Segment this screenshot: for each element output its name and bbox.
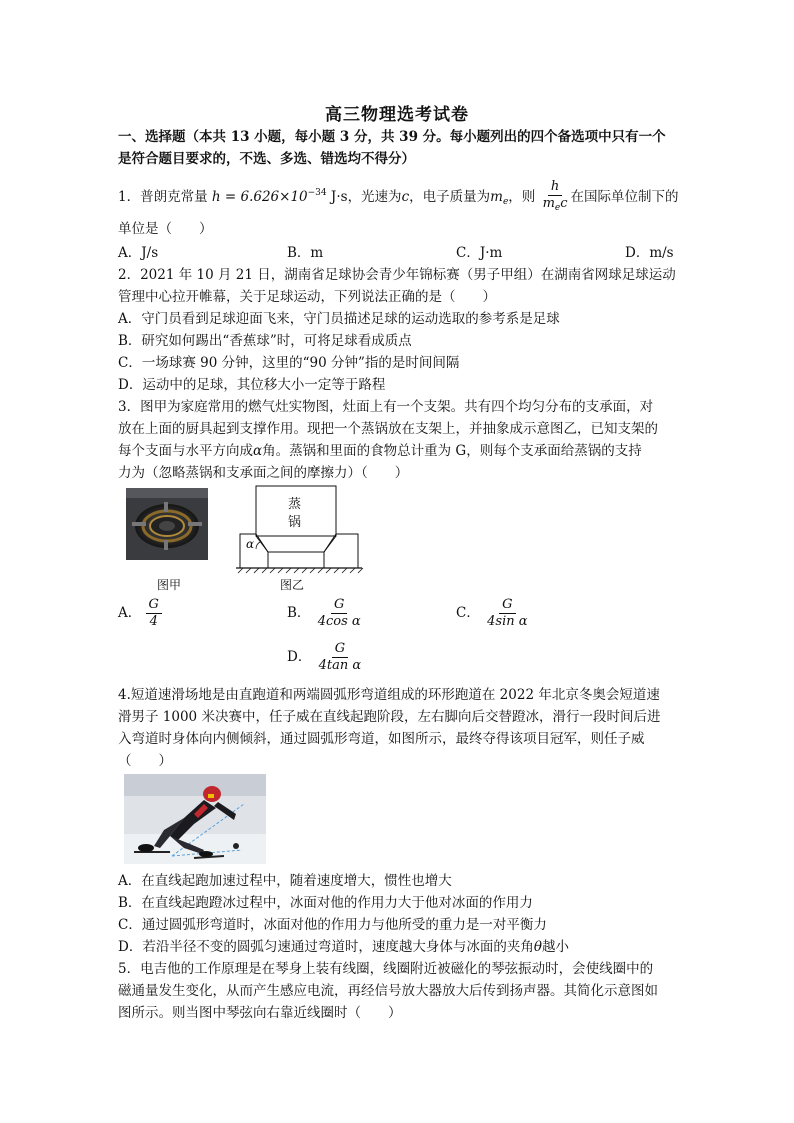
q3-option-c: C． $\frac{G}{\text{4sin α}}$ [456, 597, 528, 629]
angle-alpha-label: α [246, 537, 255, 551]
q2-stem-line1: 2．2021 年 10 月 21 日，湖南省足球协会青少年锦标赛（男子甲组）在湖南省网球足球运动 [118, 267, 676, 283]
q5-stem-line2: 磁通量发生变化，从而产生感应电流，再经信号放大器放大后传到扬声器。其简化示意图如 [118, 983, 658, 999]
q1-fraction: $\frac{h}{m_ec}$ [542, 179, 568, 213]
q4-stem-line3: 入弯道时身体向内侧倾斜，通过圆弧形弯道，如图所示，最终夺得该项目冠军，则任子威 [118, 731, 645, 747]
q4-option-c: C．通过圆弧形弯道时，冰面对他的作用力与他所受的重力是一对平衡力 [118, 917, 547, 933]
section-heading-line1: 一、选择题（本共 13 小题，每小题 3 分，共 39 分。每小题列出的四个备选项中只有一个 [118, 129, 666, 145]
q2-option-d: D．运动中的足球，其位移大小一定等于路程 [118, 377, 386, 393]
q1-option-b: B．m [287, 245, 324, 261]
q4-option-b: B．在直线起跑蹬冰过程中，冰面对他的作用力大于他对冰面的作用力 [118, 895, 533, 911]
section-heading-line2: 是符合题目要求的，不选、多选、错选均不得分） [118, 151, 415, 167]
pot-label-2: 锅 [288, 515, 302, 530]
q2-option-b: B．研究如何踢出“香蕉球”时，可将足球看成质点 [118, 333, 412, 349]
q3-option-d: D． $\frac{G}{\text{4tan α}}$ [287, 641, 362, 673]
q1-option-a: A．J/s [118, 245, 159, 261]
q3-option-a: A． $\frac{G}{4}$ [118, 598, 162, 629]
q5-stem-line1: 5．电吉他的工作原理是在琴身上装有线圈，线圈附近被磁化的琴弦振动时，会使线圈中的 [118, 961, 654, 977]
q2-stem-line2: 管理中心拉开帷幕，关于足球运动，下列说法正确的是（ ） [118, 289, 496, 305]
q1-stem-line1: 1．普朗克常量 $h = 6.626\times 10^{-34}$ J·s，光速为c，电子质量为$m_e$，则 $\frac{h}{m_ec}$ 在国际单位制下的 [118, 179, 679, 213]
q3-stem-line1: 3．图甲为家庭常用的燃气灶实物图，灶面上有一个支架。共有四个均匀分布的支承面，对 [118, 399, 654, 415]
q1-stem-line2: 单位是（ ） [118, 221, 213, 237]
q4-stem-line2: 滑男子 1000 米决赛中，任子威在直线起跑阶段，左右脚向后交替蹬冰，滑行一段时间后进 [118, 709, 661, 725]
gas-stove-icon [126, 488, 208, 560]
q3-stem-line3: 每个支面与水平方向成α角。蒸锅和里面的食物总计重为 G，则每个支承面给蒸锅的支持 [118, 443, 642, 459]
q2-option-c: C．一场球赛 90 分钟，这里的“90 分钟”指的是时间间隔 [118, 355, 460, 371]
q5-stem-line3: 图所示。则当图中琴弦向右靠近线圈时（ ） [118, 1005, 402, 1021]
page-title: 高三物理选考试卷 [325, 105, 469, 125]
q4-stem-line1: 4.短道速滑场地是由直跑道和两端圆弧形弯道组成的环形跑道在 2022 年北京冬奥会短道速 [118, 687, 660, 703]
fig-jia-caption: 图甲 [157, 578, 182, 592]
q4-option-a: A．在直线起跑加速过程中，随着速度增大，惯性也增大 [118, 873, 452, 889]
q1-option-d: D．m/s [625, 245, 674, 261]
speed-skater-icon [124, 774, 266, 864]
q2-option-a: A．守门员看到足球迎面飞来，守门员描述足球的运动选取的参考系是足球 [118, 311, 560, 327]
gas-stove-photo [126, 488, 208, 560]
q3-option-b: B． $\frac{G}{\text{4cos α}}$ [287, 597, 361, 629]
q1-option-c: C．J·m [456, 245, 503, 261]
q4-option-d: D．若沿半径不变的圆弧匀速通过弯道时，速度越大身体与冰面的夹角θ越小 [118, 939, 569, 955]
q4-stem-line4: （ ） [118, 753, 172, 769]
q3-stem-line4: 力为（忽略蒸锅和支承面之间的摩擦力）（ ） [118, 465, 409, 481]
pot-label-1: 蒸 [288, 497, 302, 512]
speed-skater-photo [124, 774, 266, 864]
fig-yi-caption: 图乙 [280, 578, 305, 592]
q3-stem-line2: 放在上面的厨具起到支撑作用。现把一个蒸锅放在支架上，并抽象成示意图乙，已知支架的 [118, 421, 658, 437]
